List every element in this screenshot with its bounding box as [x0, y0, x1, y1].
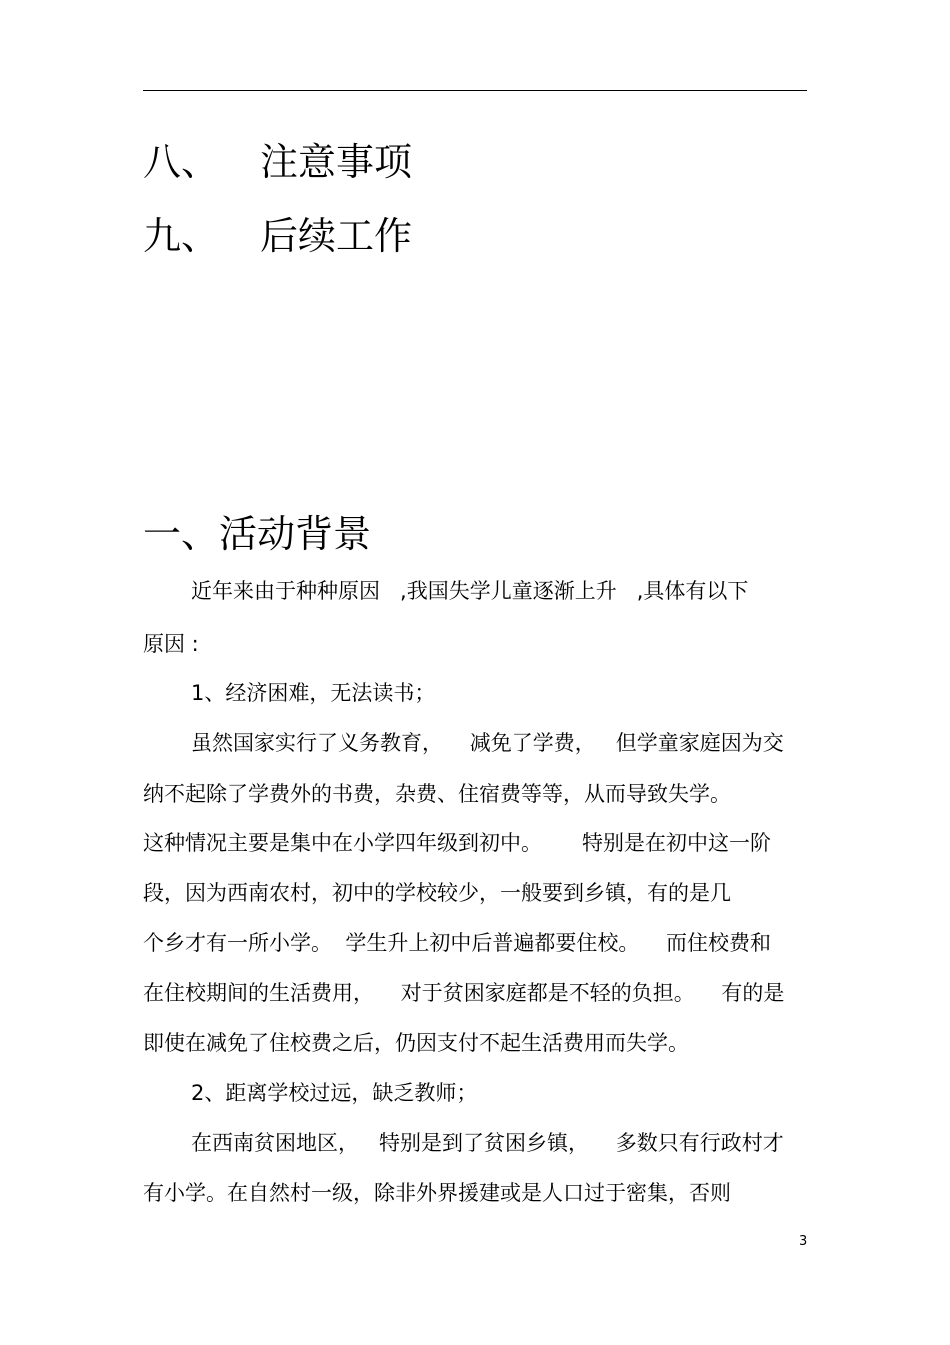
body-line: 个乡才有一所小学。 学生升上初中后普遍都要住校。 而住校费和 — [143, 931, 772, 955]
body-line: 有小学。在自然村一级，除非外界援建或是人口过于密集，否则 — [143, 1181, 731, 1205]
body-line: 这种情况主要是集中在小学四年级到初中。 特别是在初中这一阶 — [143, 831, 772, 855]
header-rule — [143, 90, 807, 91]
toc-item-text: 注意事项 — [260, 140, 413, 184]
toc-item-number: 八、 — [143, 140, 220, 184]
toc-item-text: 后续工作 — [260, 214, 413, 258]
body-line: 纳不起除了学费外的书费，杂费、住宿费等等，从而导致失学。 — [143, 782, 731, 806]
toc-item-8 — [143, 140, 412, 184]
body-line: 即使在减免了住校费之后，仍因支付不起生活费用而失学。 — [143, 1031, 689, 1055]
toc-item-9 — [143, 214, 412, 258]
body-line: 近年来由于种种原因 ,我国失学儿童逐渐上升 ,具体有以下 — [191, 579, 749, 603]
body-line: 在住校期间的生活费用， 对于贫困家庭都是不轻的负担。 有的是 — [143, 981, 785, 1005]
body-line: 段，因为西南农村，初中的学校较少，一般要到乡镇，有的是几 — [143, 881, 731, 905]
body-line: 2、距离学校过远，缺乏教师； — [191, 1081, 478, 1105]
body-line: 1、经济困难，无法读书； — [191, 681, 436, 705]
section-heading: 一、活动背景 — [143, 512, 372, 556]
body-line: 原因 : — [143, 632, 199, 656]
body-line: 虽然国家实行了义务教育， 减免了学费， 但学童家庭因为交 — [191, 731, 784, 755]
toc-item-number: 九、 — [143, 214, 220, 258]
body-line: 在西南贫困地区， 特别是到了贫困乡镇， 多数只有行政村才 — [191, 1131, 784, 1155]
page-number: 3 — [799, 1234, 808, 1249]
